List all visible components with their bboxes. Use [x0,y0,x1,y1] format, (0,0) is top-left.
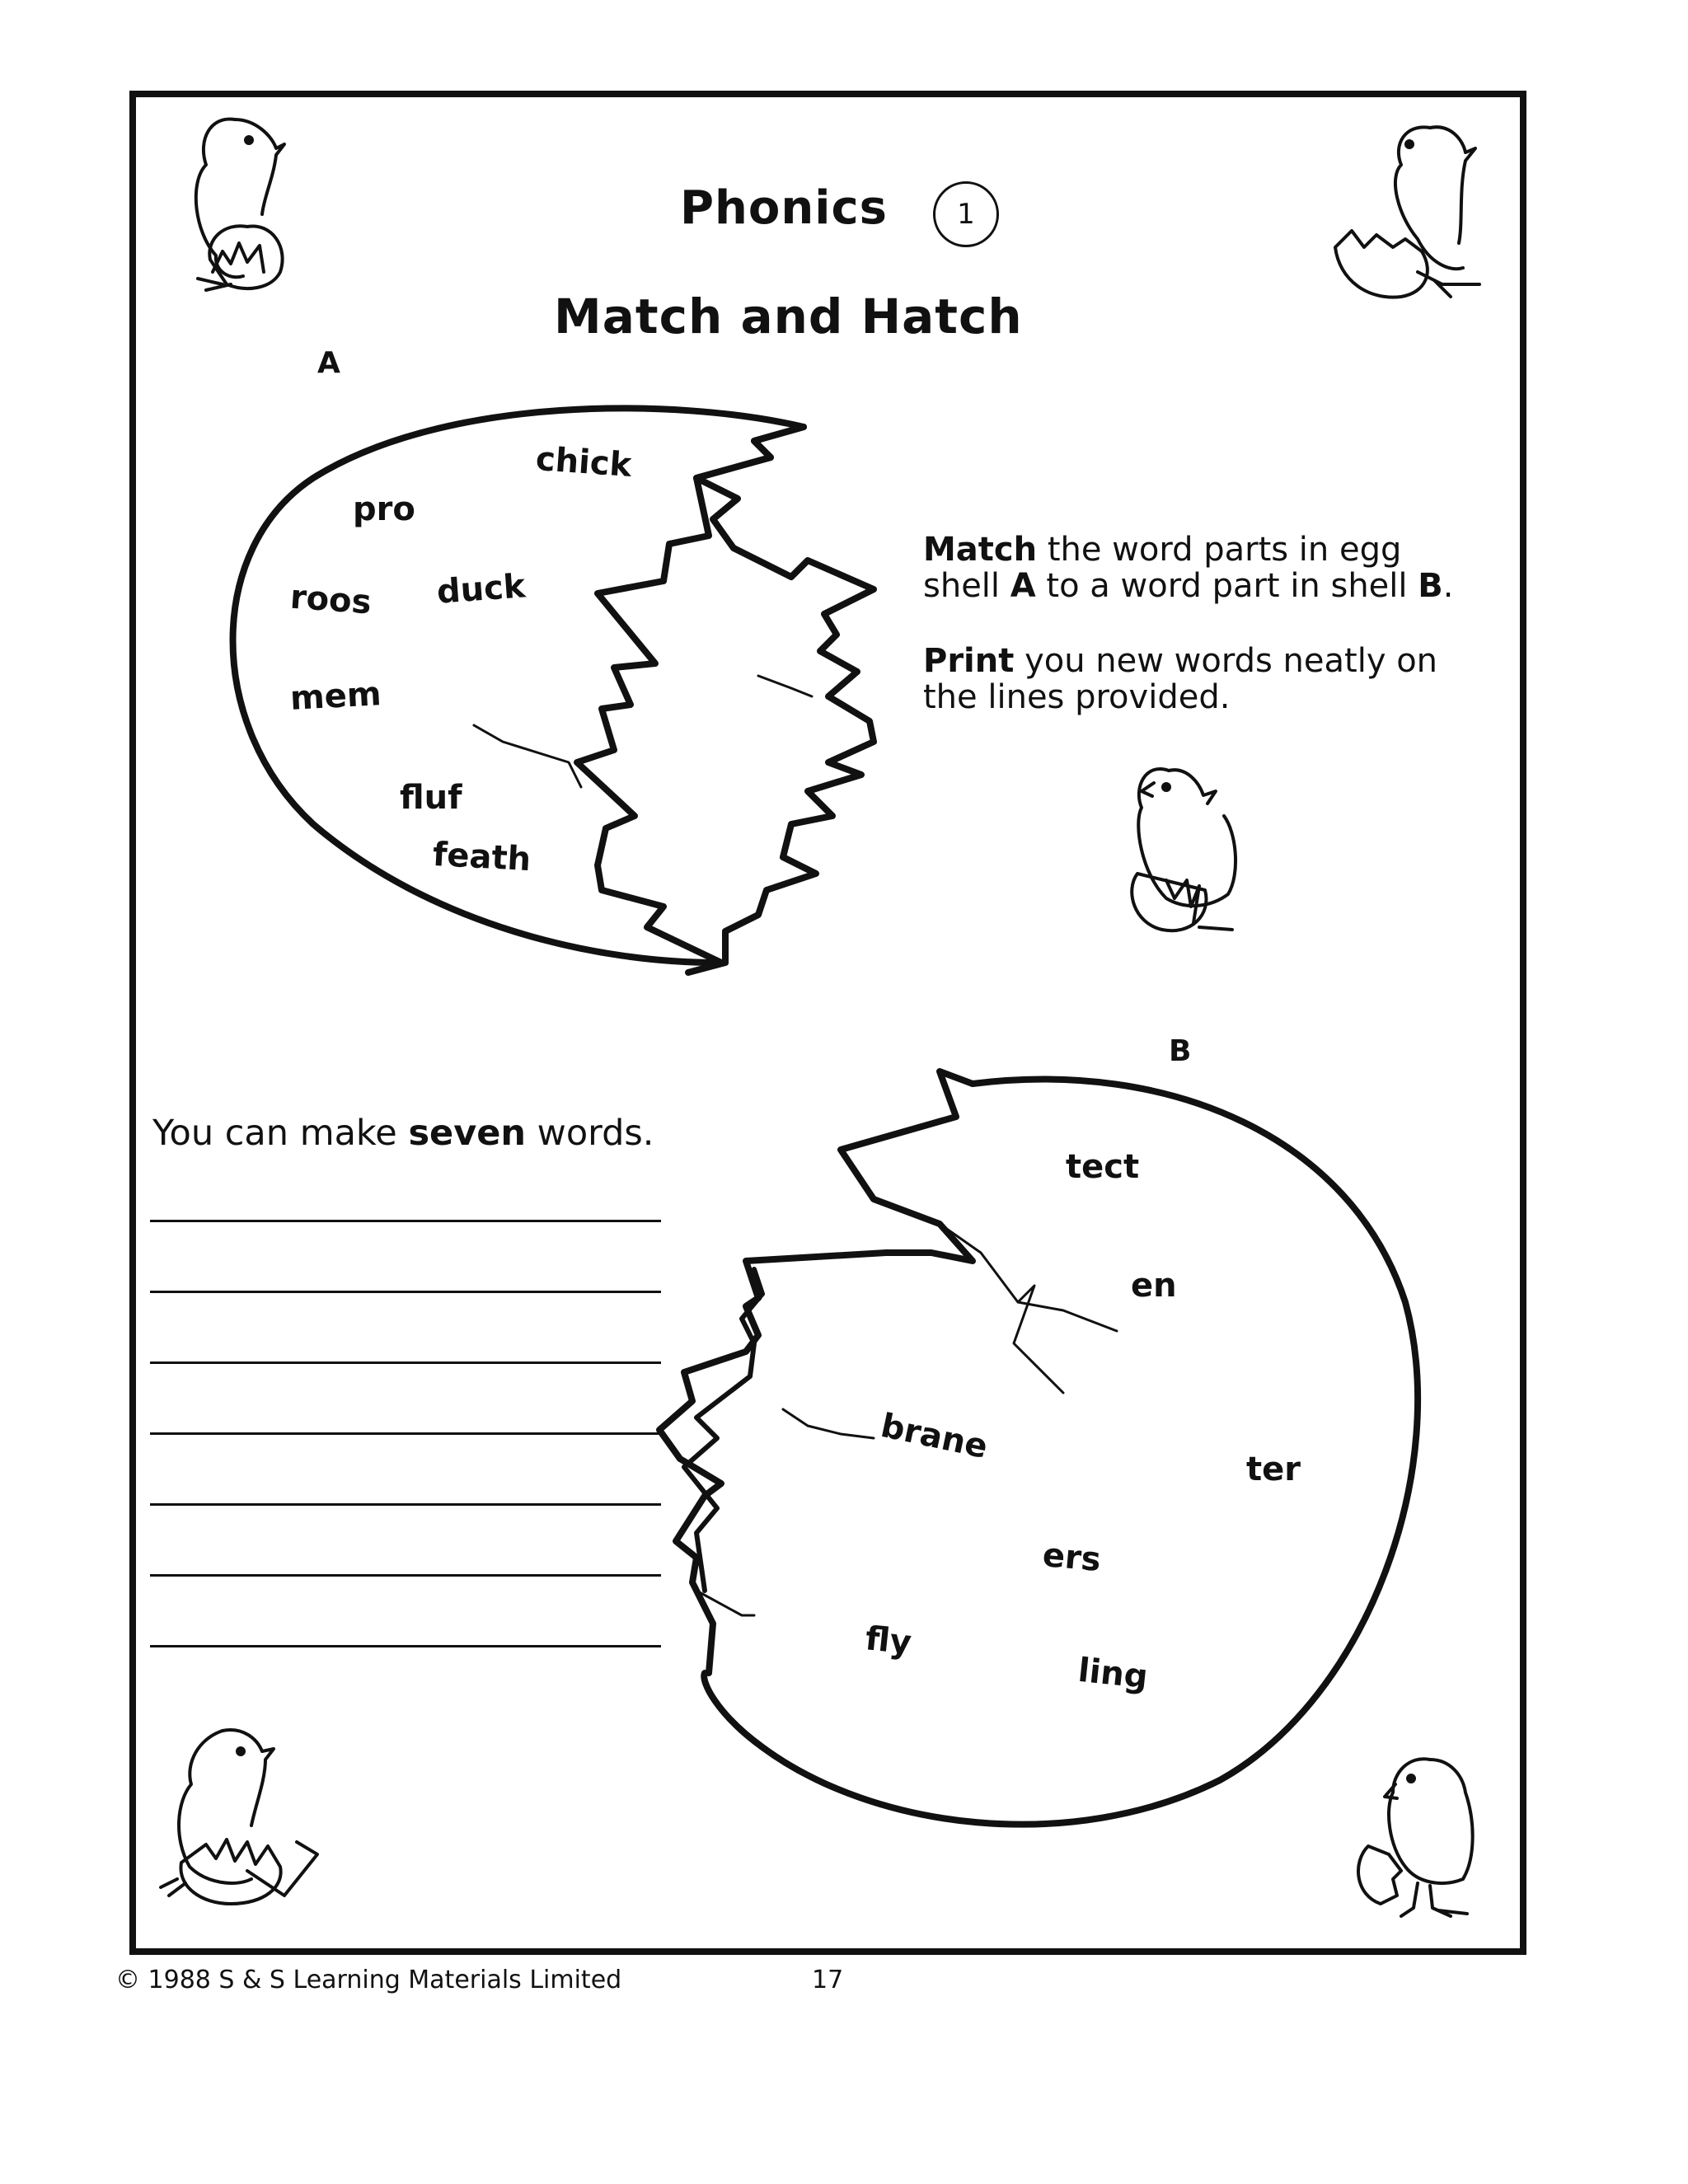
shell-a-label: A [317,346,340,380]
shell-b-part-tect: tect [1066,1148,1140,1186]
answer-line-2[interactable] [150,1291,661,1293]
chick-top-left-icon [196,119,284,290]
instruction-text: to a word part in shell [1035,567,1418,605]
instruction-text: you new words neatly on [1014,642,1438,680]
shell-b-part-en: en [1131,1267,1177,1305]
shell-a-part-chick: chick [534,440,633,485]
chick-bottom-left-icon [161,1730,317,1904]
answer-prompt-text: words. [526,1113,654,1154]
answer-line-4[interactable] [150,1432,661,1435]
shell-a-part-duck: duck [435,567,527,612]
answer-line-1[interactable] [150,1220,661,1222]
shell-a-part-fluf: fluf [400,779,462,817]
shell-a-part-pro: pro [353,490,415,528]
egg-shell-a-small-crack [474,725,581,787]
answer-prompt-count: seven [408,1113,527,1154]
egg-shell-a-crack [688,427,874,972]
page-number: 17 [812,1966,844,1994]
answer-line-5[interactable] [150,1503,661,1506]
egg-shell-a-small-crack-2 [758,676,812,696]
instruction-print-verb: Print [923,642,1015,680]
egg-shell-a-inner-edge [577,427,804,963]
instruction-text: the lines provided. [923,678,1231,716]
instruction-text: the word parts in egg [1037,531,1402,569]
shell-a-part-feath: feath [431,835,532,879]
shell-b-part-ter: ter [1246,1451,1301,1488]
shell-b-label: B [1169,1034,1192,1068]
instruction-text: . [1442,567,1454,605]
chick-top-right-icon [1335,127,1479,297]
page-title: Phonics [680,181,888,235]
lesson-number-badge: 1 [933,181,999,247]
shell-b-part-fly: fly [863,1619,913,1662]
shell-a-part-roos: roos [288,578,373,622]
answer-line-7[interactable] [150,1645,661,1647]
chick-bottom-right-icon [1358,1759,1473,1916]
instruction-shell-b: B [1418,567,1443,605]
egg-shell-b-small-crack-3 [783,1409,874,1438]
instruction-text: shell [923,567,1010,605]
shell-b-part-ling: ling [1076,1651,1150,1697]
shell-b-part-ers: ers [1041,1536,1103,1579]
chick-middle-icon [1132,769,1236,930]
page-subtitle: Match and Hatch [554,288,1023,344]
shell-a-part-mem: mem [288,675,382,718]
egg-shell-b-outline [704,1080,1418,1825]
answer-line-3[interactable] [150,1361,661,1364]
answer-line-6[interactable] [150,1574,661,1577]
shell-b-part-brane: brane [877,1406,992,1467]
instruction-match [923,532,1453,604]
copyright-notice: © 1988 S & S Learning Materials Limited [115,1966,622,1994]
instruction-shell-a: A [1010,567,1036,605]
answer-prompt-text: You can make [152,1113,409,1154]
instruction-print [923,643,1437,715]
egg-shell-b-crack [659,1071,973,1673]
instruction-match-verb: Match [923,531,1038,569]
answer-prompt [152,1113,654,1154]
egg-shell-b-small-crack-2 [1018,1302,1117,1331]
